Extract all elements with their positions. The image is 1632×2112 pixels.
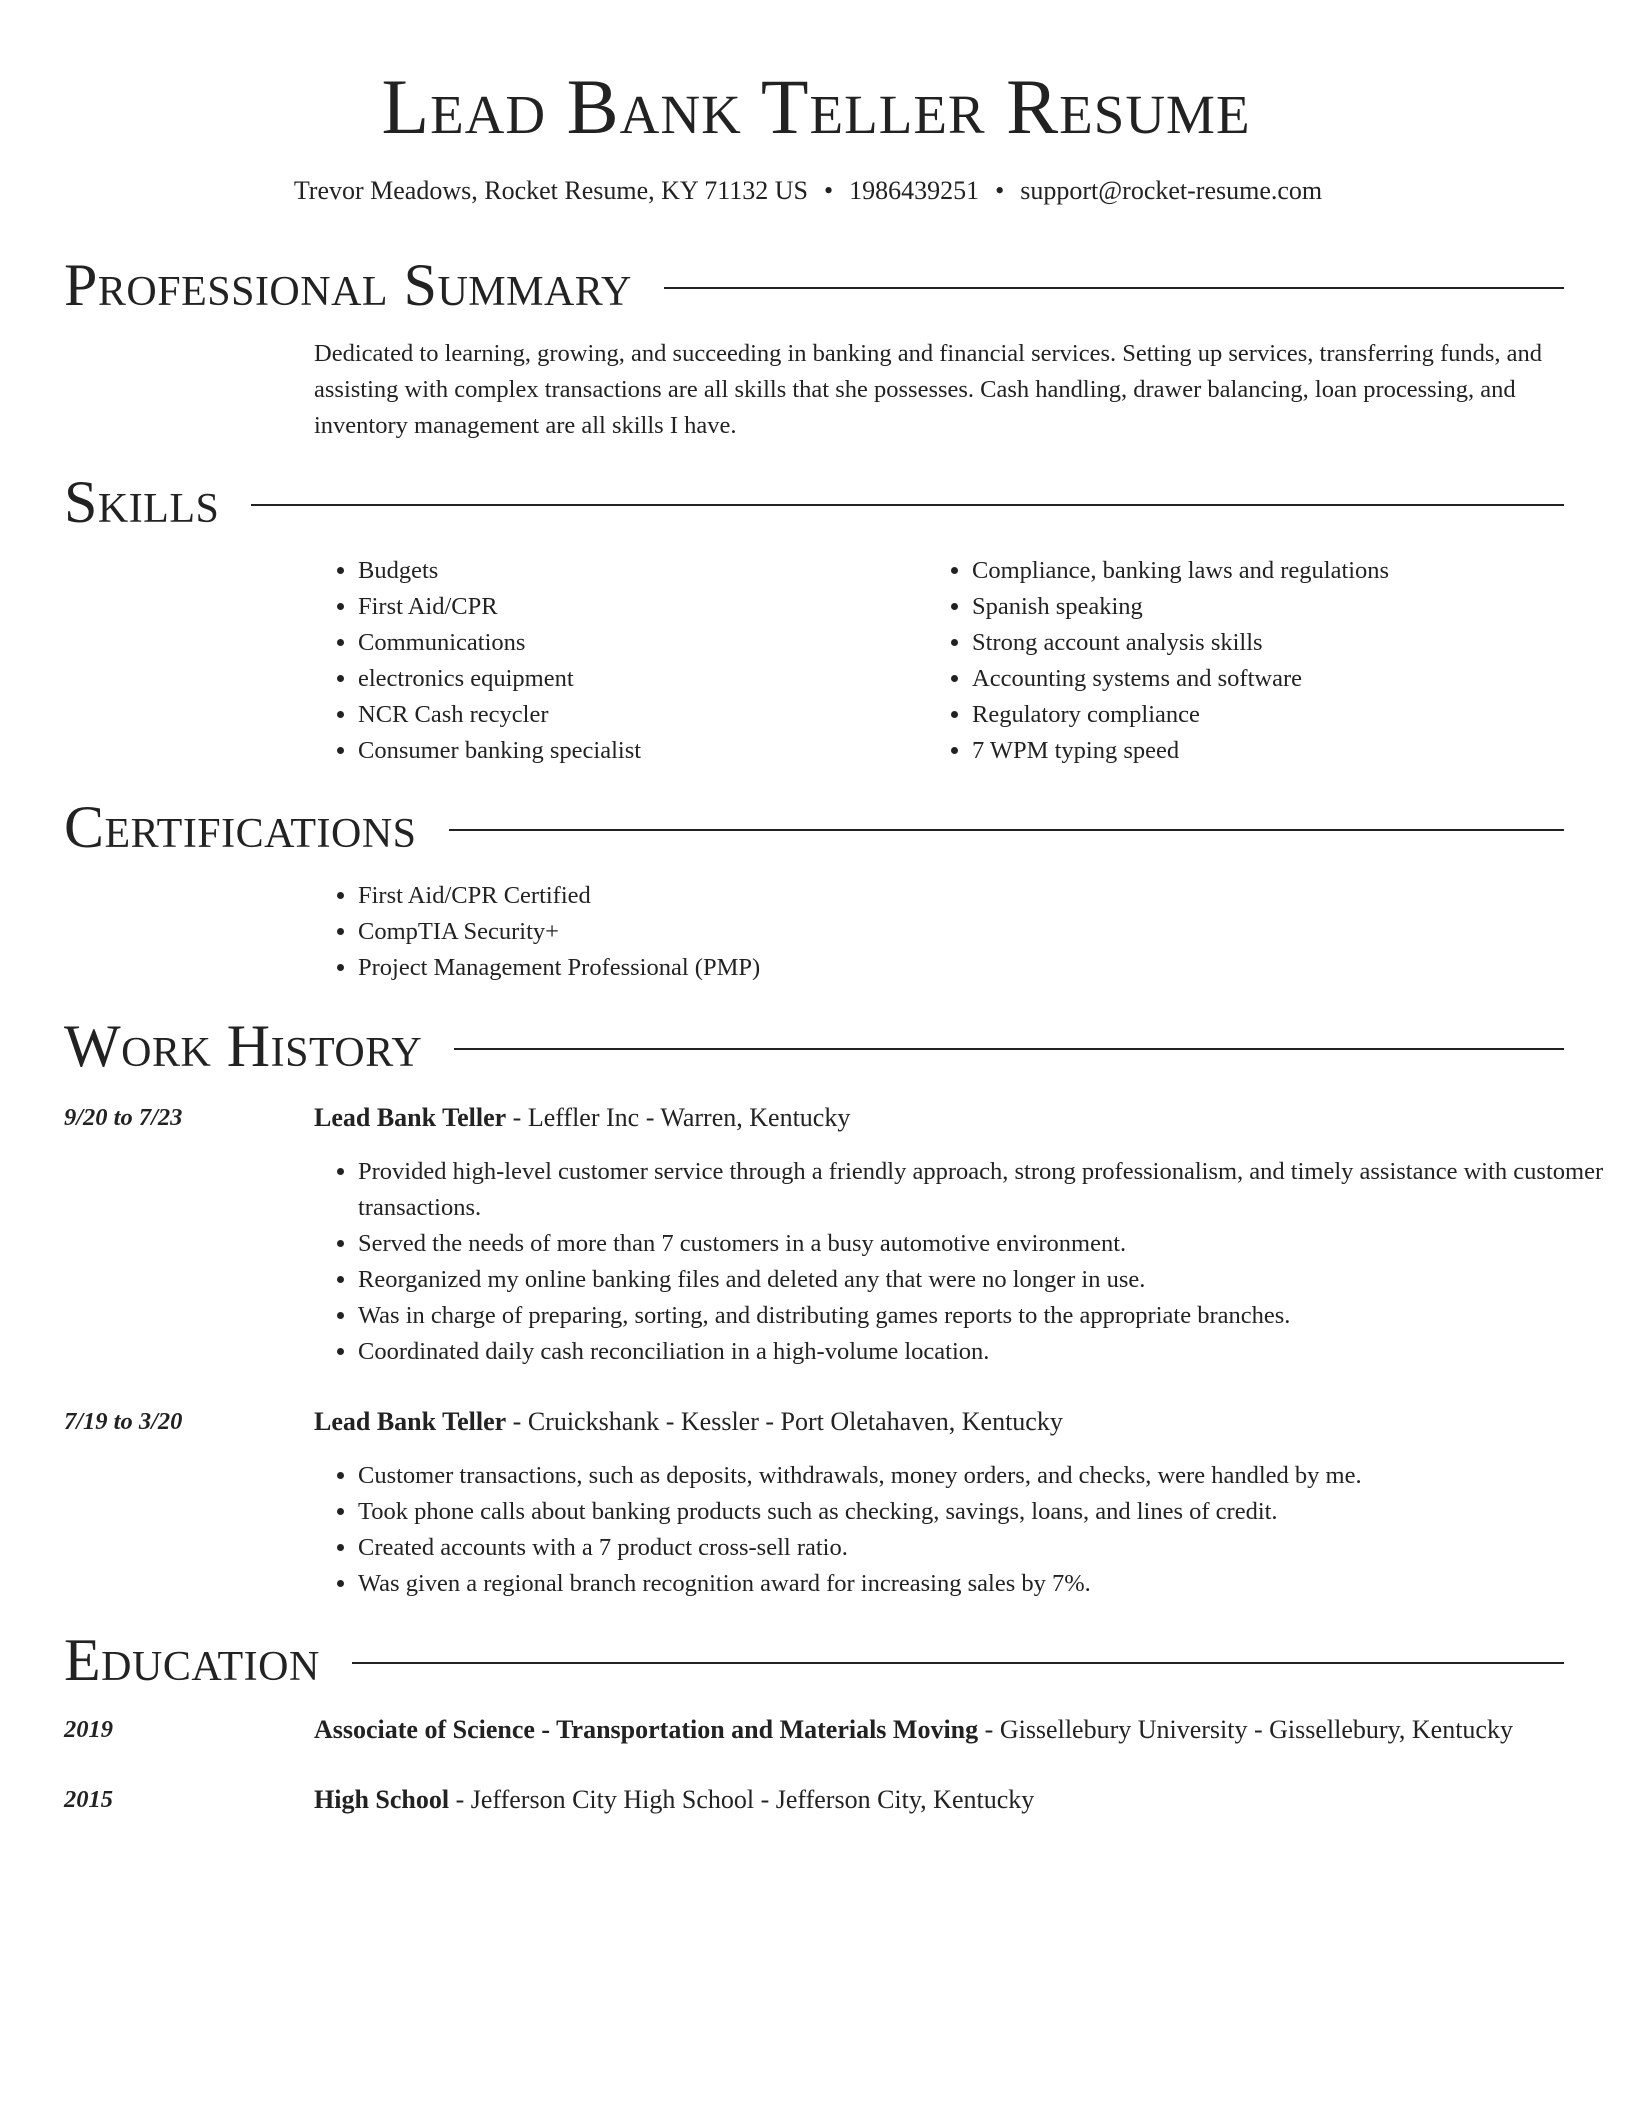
skills-section-header [64, 467, 1564, 537]
skill-item: • electronics equipment [358, 661, 918, 697]
education-section-header [64, 1625, 1564, 1695]
job-heading [314, 1404, 1594, 1440]
job-bullet: • Served the needs of more than 7 customers in a busy automotive environment. [358, 1226, 1614, 1262]
job-bullets [314, 1458, 1614, 1602]
job-bullet: • Was given a regional branch recognition award for increasing sales by 7%. [358, 1566, 1614, 1602]
skill-item: • First Aid/CPR [358, 589, 918, 625]
skill-item: • Regulatory compliance [972, 697, 1612, 733]
education-school: - Jefferson City High School - Jefferson City, Kentucky [449, 1785, 1035, 1814]
skill-item: • Spanish speaking [972, 589, 1612, 625]
section-divider [251, 504, 1564, 506]
skill-item: • Strong account analysis skills [972, 625, 1612, 661]
section-divider [352, 1662, 1564, 1664]
job-employer: - Leffler Inc - Warren, Kentucky [506, 1103, 851, 1132]
contact-phone: 1986439251 [849, 176, 980, 205]
skill-item: • NCR Cash recycler [358, 697, 918, 733]
section-divider [664, 287, 1564, 289]
job-bullet: • Customer transactions, such as deposits, withdrawals, money orders, and checks, were handled by me. [358, 1458, 1614, 1494]
contact-separator: • [995, 176, 1005, 205]
section-divider [454, 1048, 1564, 1050]
skill-item: • Communications [358, 625, 918, 661]
education-year: 2019 [64, 1716, 113, 1743]
certification-item: • First Aid/CPR Certified [358, 878, 1558, 914]
contact-address: Trevor Meadows, Rocket Resume, KY 71132 US [293, 176, 809, 205]
job-title: Lead Bank Teller [314, 1103, 507, 1132]
education-degree: Associate of Science - Transportation and Materials Moving [314, 1715, 979, 1744]
skills-heading: Skills [64, 469, 220, 535]
job-heading [314, 1100, 1594, 1136]
skills-list-left [314, 553, 918, 769]
job-dates: 9/20 to 7/23 [64, 1104, 183, 1131]
section-divider [449, 829, 1564, 831]
education-year: 2015 [64, 1786, 113, 1813]
summary-section-header [64, 250, 1564, 320]
certification-item: • Project Management Professional (PMP) [358, 950, 1558, 986]
job-bullet: • Provided high-level customer service through a friendly approach, strong professionalism, and timely assistance with customer transactions. [358, 1154, 1614, 1226]
job-bullet: • Created accounts with a 7 product cross-sell ratio. [358, 1530, 1614, 1566]
work-history-section-header [64, 1011, 1564, 1081]
certifications-section-header [64, 792, 1564, 862]
certifications-heading: Certifications [64, 794, 417, 860]
job-employer: - Cruickshank - Kessler - Port Oletahaven, Kentucky [506, 1407, 1063, 1436]
job-bullet: • Reorganized my online banking files and deleted any that were no longer in use. [358, 1262, 1614, 1298]
education-heading-line [314, 1782, 1594, 1818]
skill-item: • Budgets [358, 553, 918, 589]
summary-heading: Professional Summary [64, 252, 632, 318]
skill-item: • Accounting systems and software [972, 661, 1612, 697]
resume-title: Lead Bank Teller Resume [381, 63, 1251, 150]
job-dates: 7/19 to 3/20 [64, 1408, 183, 1435]
job-bullet: • Was in charge of preparing, sorting, and distributing games reports to the appropriate branches. [358, 1298, 1614, 1334]
contact-email[interactable]: support@rocket-resume.com [1020, 176, 1323, 205]
skill-item: • Consumer banking specialist [358, 733, 918, 769]
certification-item: • CompTIA Security+ [358, 914, 1558, 950]
certifications-list [314, 878, 1558, 986]
education-heading-line [314, 1712, 1594, 1748]
education-degree: High School [314, 1785, 450, 1814]
job-bullets [314, 1154, 1614, 1370]
education-school: - Gissellebury University - Gissellebury, Kentucky [978, 1715, 1513, 1744]
job-bullet: • Took phone calls about banking products such as checking, savings, loans, and lines of credit. [358, 1494, 1614, 1530]
education-heading: Education [64, 1627, 320, 1693]
contact-line [0, 174, 1616, 208]
skills-list-right [928, 553, 1612, 769]
summary-text: Dedicated to learning, growing, and succeeding in banking and financial services. Setting up services, transferring funds, and assisting with complex transactions are all skills that she possesses. Cash handling, drawer balancing, loan processing, and inventory management are all skills I have. [314, 340, 1543, 439]
job-title: Lead Bank Teller [314, 1407, 507, 1436]
job-bullet: • Coordinated daily cash reconciliation in a high-volume location. [358, 1334, 1614, 1370]
contact-separator: • [824, 176, 834, 205]
skill-item: • 7 WPM typing speed [972, 733, 1612, 769]
work-history-heading: Work History [64, 1013, 423, 1079]
skill-item: • Compliance, banking laws and regulations [972, 553, 1612, 589]
